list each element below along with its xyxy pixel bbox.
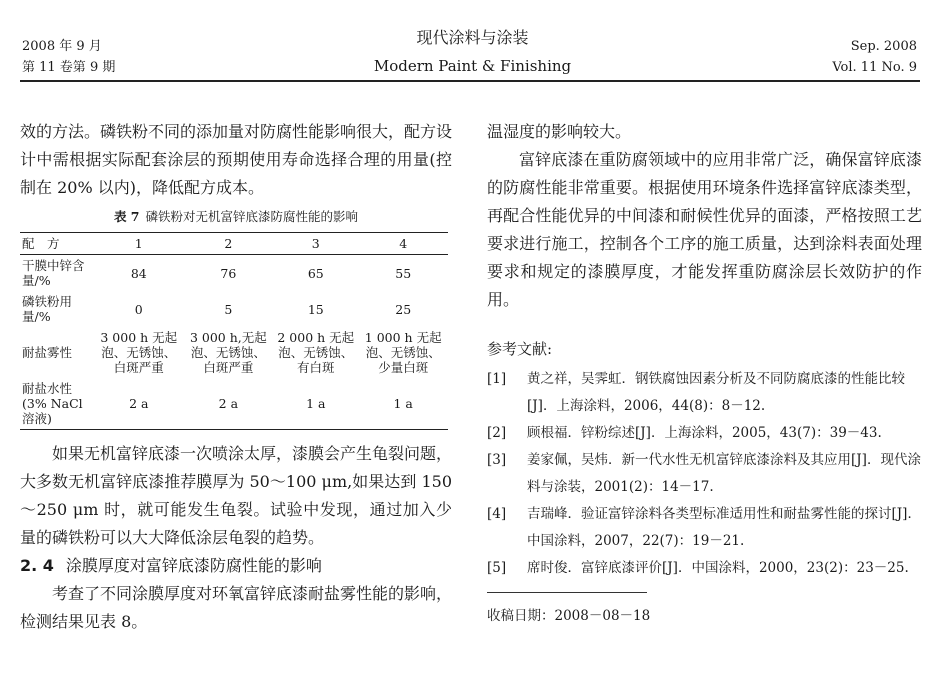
reference-text: 吉瑞峰．验证富锌涂料各类型标准适用性和耐盐雾性能的探讨[J]．中国涂料，2007，22(7)：19－21. — [527, 506, 921, 549]
reference-item — [487, 555, 922, 582]
table-header-cell: 1 — [134, 236, 143, 251]
reference-text: 席时俊．富锌底漆评价[J]．中国涂料，2000，23(2)：23－25. — [527, 560, 909, 576]
reference-number: [4] — [487, 506, 507, 522]
table-header-cell: 2 — [224, 236, 233, 251]
thickness-paragraph: 考查了不同涂膜厚度对环氧富锌底漆耐盐雾性能的影响，检测结果见表 8。 — [20, 584, 453, 631]
table-header-cell: 配 方 — [22, 236, 60, 251]
header-rule — [20, 80, 920, 82]
header-journal — [0, 27, 945, 78]
table-header-cell: 4 — [399, 236, 408, 251]
header-volume-en: Vol. 11 No. 9 — [832, 60, 917, 75]
section-title: 涂膜厚度对富锌底漆防腐性能的影响 — [65, 556, 322, 575]
cracking-paragraph: 如果无机富锌底漆一次喷涂太厚，漆膜会产生龟裂问题，大多数无机富锌底漆推荐膜厚为 50～100 μm,如果达到 150～250 μm 时，就可能发生龟裂。试验中发现，通过加入少量的磷铁粉可以大大降低涂层龟裂的趋势。 — [20, 444, 453, 547]
table-cell: 干膜中锌含量/% — [22, 258, 85, 288]
journal-title-cn: 现代涂料与涂装 — [416, 28, 529, 47]
conclusion-paragraph: 富锌底漆在重防腐领域中的应用非常广泛，确保富锌底漆的防腐性能非常重要。根据使用环境条件选择富锌底漆类型，再配合性能优异的中间漆和耐候性优异的面漆，严格按照工艺要求进行施工，控制各个工序的施工质量，达到涂料表面处理要求和规定的漆膜厚度，才能发挥重防腐涂层长效防护的作用。 — [487, 150, 922, 309]
table-row — [20, 327, 448, 378]
reference-text: 顾根福．锌粉综述[J]．上海涂料，2005，43(7)：39－43. — [527, 425, 882, 441]
reference-item — [487, 366, 922, 420]
table-cell: 1 000 h 无起泡、无锈蚀、少量白斑 — [364, 330, 442, 375]
table-cell: 2 a — [218, 396, 239, 411]
received-date: 收稿日期：2008－08－18 — [487, 608, 651, 624]
table-row — [20, 291, 448, 327]
continuation-paragraph: 温湿度的影响较大。 — [487, 122, 632, 141]
left-column — [20, 118, 452, 636]
reference-number: [1] — [487, 371, 507, 387]
table-cell: 耐盐水性(3% NaCl 溶液) — [22, 381, 83, 426]
intro-paragraph: 效的方法。磷铁粉不同的添加量对防腐性能影响很大，配方设计中需根据实际配套涂层的预期使用寿命选择合理的用量(控制在 20% 以内)，降低配方成本。 — [20, 122, 453, 197]
table-cell: 1 a — [306, 396, 326, 411]
table-cell: 2 000 h 无起泡、无锈蚀、有白斑 — [277, 330, 355, 375]
table-number: 表 7 — [113, 209, 140, 224]
header-right — [832, 36, 917, 78]
table-cell: 25 — [395, 301, 412, 317]
table-cell: 5 — [224, 301, 233, 317]
reference-text: 姜家佩，吴炜．新一代水性无机富锌底漆涂料及其应用[J]．现代涂料与涂装，2001(2)：14－17. — [527, 452, 921, 495]
reference-item — [487, 420, 922, 447]
table-row — [20, 378, 448, 430]
table-cell: 3 000 h,无起泡、无锈蚀、白斑严重 — [189, 330, 267, 375]
references-heading: 参考文献: — [487, 340, 553, 358]
reference-number: [5] — [487, 560, 507, 576]
header-volume-cn: 第 11 卷第 9 期 — [22, 60, 116, 75]
table-cell: 磷铁粉用量/% — [22, 294, 73, 324]
reference-number: [3] — [487, 452, 507, 468]
table-cell: 76 — [220, 265, 237, 281]
table-caption-text: 磷铁粉对无机富锌底漆防腐性能的影响 — [145, 209, 359, 224]
table-cell: 1 a — [393, 396, 413, 411]
header-date-en: Sep. 2008 — [850, 39, 917, 54]
table-cell: 65 — [307, 265, 324, 281]
table-header-row — [20, 233, 448, 255]
table-row — [20, 255, 448, 292]
table-cell: 55 — [395, 265, 412, 281]
table-cell: 84 — [130, 265, 147, 281]
reference-item — [487, 447, 922, 501]
reference-number: [2] — [487, 425, 507, 441]
reference-text: 黄之祥，吴霁虹．钢铁腐蚀因素分析及不同防腐底漆的性能比较[J]．上海涂料，2006，44(8)：8－12. — [527, 371, 905, 414]
data-table — [20, 232, 448, 430]
table-cell: 3 000 h 无起泡、无锈蚀、白斑严重 — [100, 330, 178, 375]
table-header-cell: 3 — [311, 236, 320, 251]
footnote-rule — [487, 592, 647, 593]
section-number: 2. 4 — [20, 556, 54, 575]
header-date-cn: 2008 年 9 月 — [22, 39, 102, 54]
table-cell: 0 — [134, 301, 143, 317]
table-caption — [20, 208, 452, 226]
table-cell: 耐盐雾性 — [22, 345, 73, 360]
table-cell: 15 — [307, 301, 324, 317]
section-heading — [20, 552, 452, 580]
right-column — [487, 118, 922, 629]
journal-title-en: Modern Paint & Finishing — [373, 57, 572, 75]
table-cell: 2 a — [129, 396, 149, 411]
reference-item — [487, 501, 922, 555]
page-header — [0, 0, 945, 86]
